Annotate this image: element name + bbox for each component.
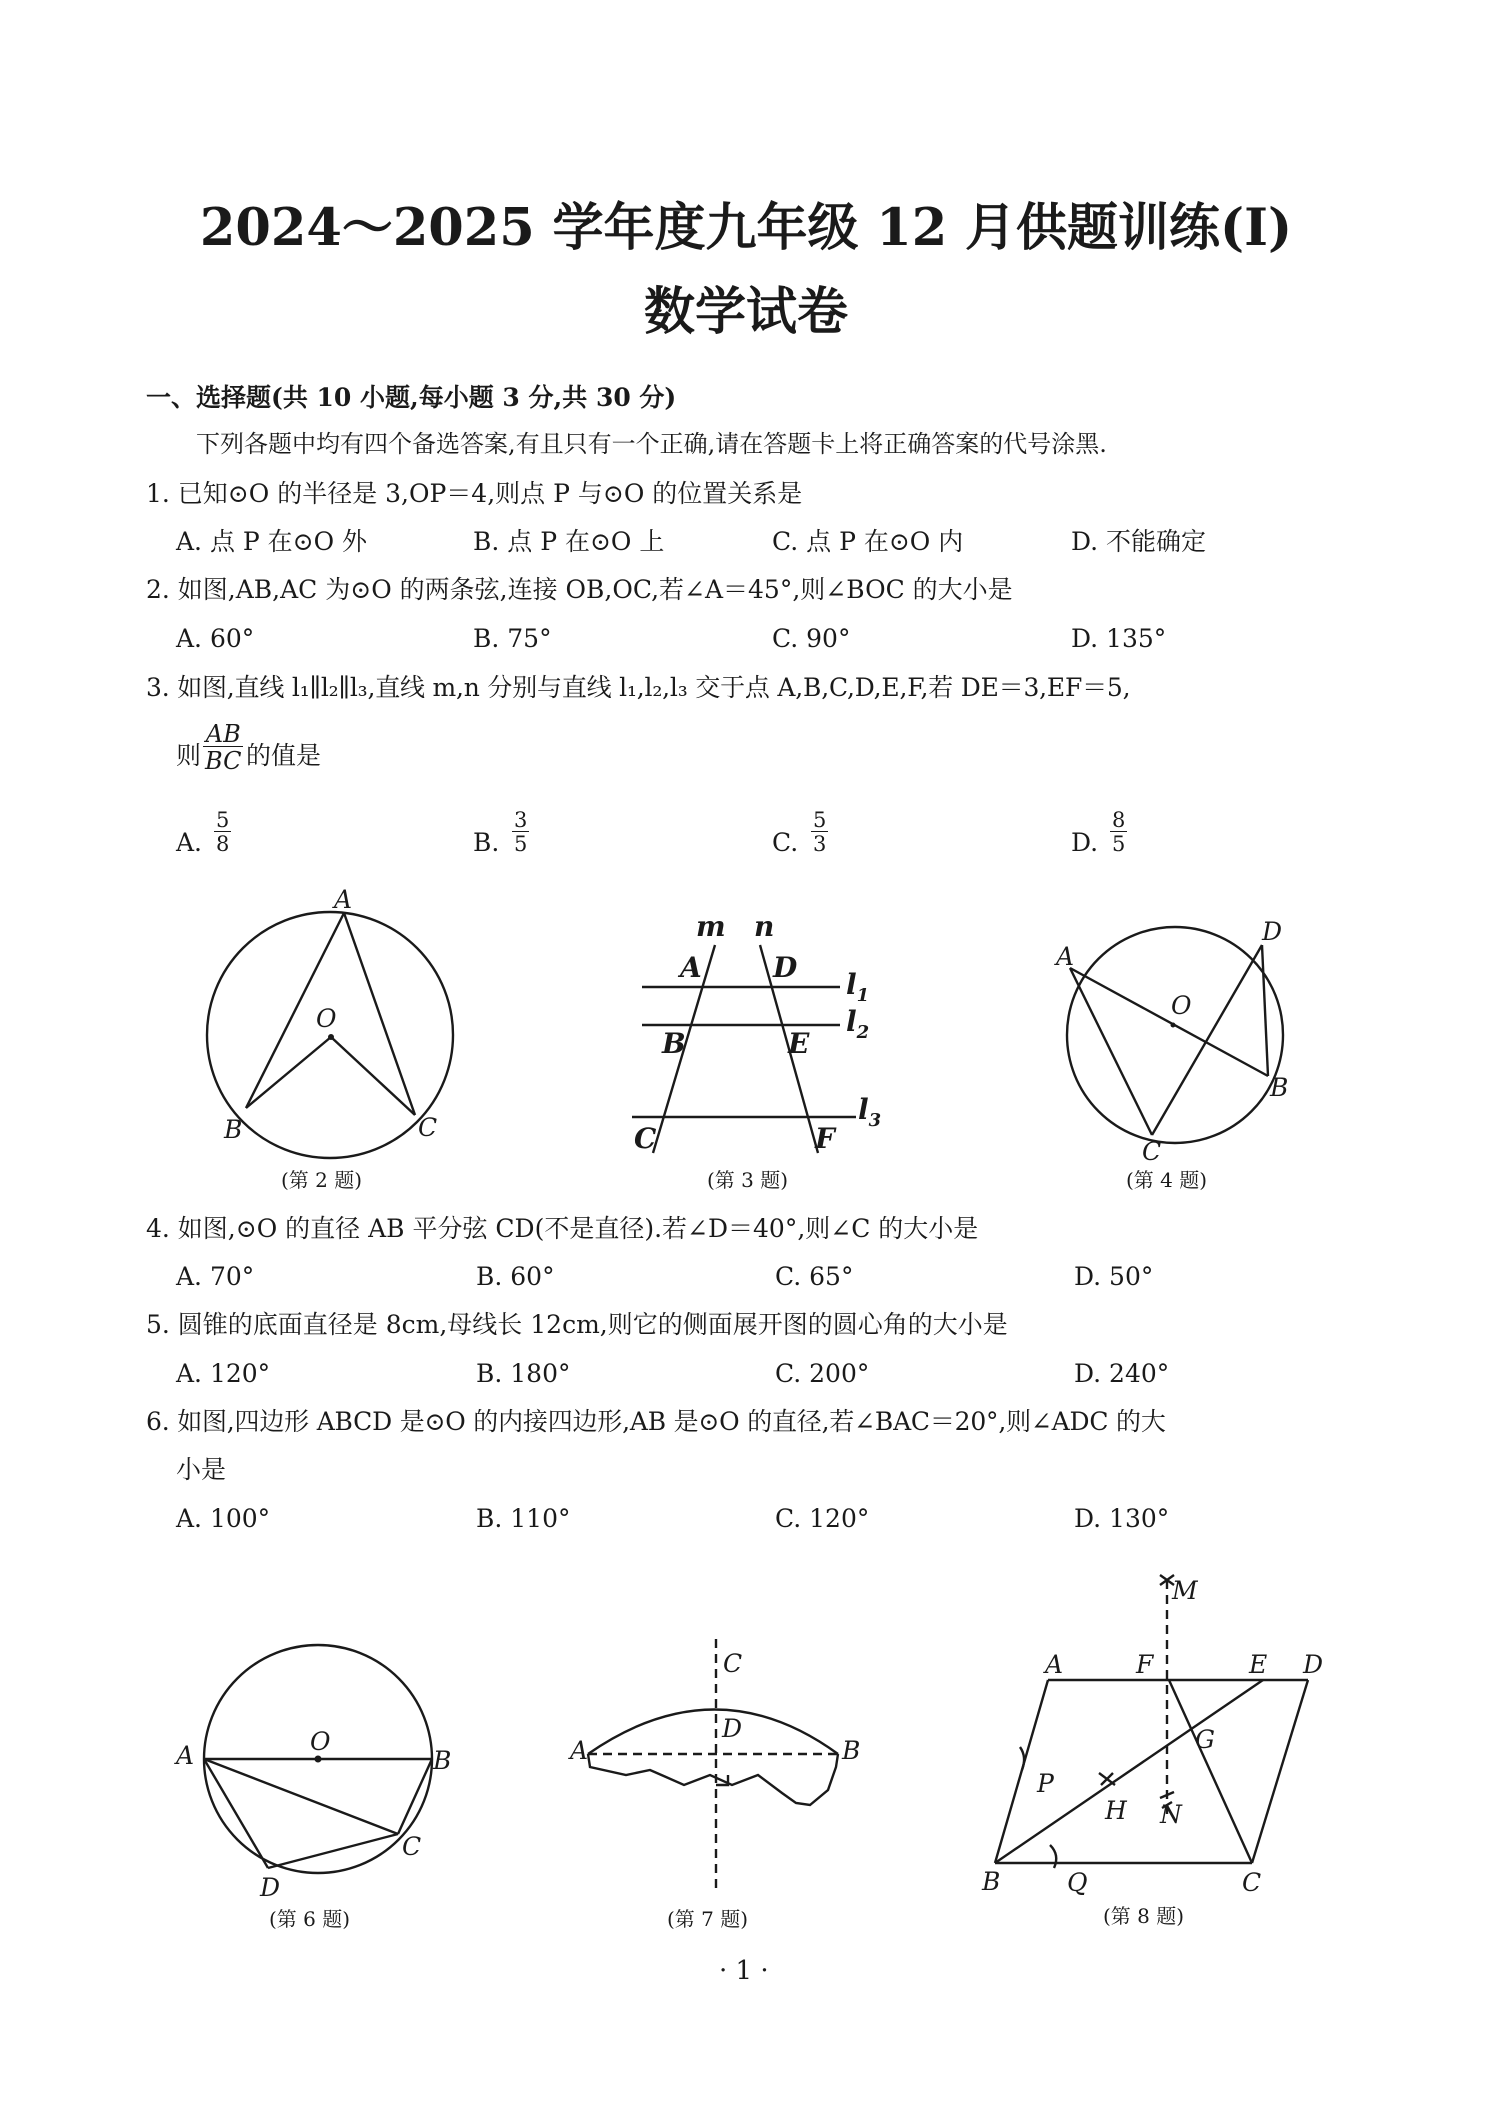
q1-option-c: C. 点 P 在⊙O 内 [772, 527, 964, 556]
q3-option-b-fraction [512, 810, 529, 855]
figure-4 [1040, 917, 1320, 1180]
fraction-denominator: 8 [216, 832, 230, 856]
fig3-label-f: F [815, 1122, 835, 1155]
fig3-label-l3: $l_3$ [858, 1093, 882, 1131]
q5-option-b: B. 180° [476, 1359, 571, 1388]
fig7-label-d: D [722, 1714, 743, 1743]
fraction-numerator: 3 [514, 808, 528, 832]
arc-mark-q [1050, 1845, 1056, 1868]
exam-subtitle: 数学试卷 [643, 282, 848, 342]
q3-ratio-denominator: BC [205, 747, 242, 775]
q1-option-b: B. 点 P 在⊙O 上 [473, 527, 665, 556]
q3-prefix: 则 [176, 741, 202, 770]
q4-option-d: D. 50° [1074, 1262, 1154, 1291]
section-instruction: 下列各题中均有四个备选答案,有且只有一个正确,请在答题卡上将正确答案的代号涂黑. [196, 430, 1107, 458]
q2-option-d: D. 135° [1071, 624, 1167, 653]
fig3-label-a: A [680, 951, 702, 984]
page-number: · 1 · [719, 1956, 769, 1986]
fraction-numerator: 8 [1112, 808, 1126, 832]
q1-option-a: A. 点 P 在⊙O 外 [176, 527, 368, 556]
q2-option-a: A. 60° [176, 624, 255, 653]
fraction-numerator: 5 [813, 808, 827, 832]
q6-option-c: C. 120° [775, 1504, 870, 1533]
figure-8-caption: (第 8 题) [1103, 1904, 1185, 1928]
q3-suffix: 的值是 [246, 741, 322, 770]
q6-option-d: D. 130° [1074, 1504, 1170, 1533]
fig8-label-m: M [1172, 1576, 1198, 1605]
fig4-label-d: D [1262, 917, 1283, 946]
fig2-label-b: B [224, 1115, 243, 1144]
figure-2 [190, 885, 480, 1180]
section-heading: 一、选择题(共 10 小题,每小题 3 分,共 30 分) [146, 383, 677, 412]
fig2-label-a: A [334, 885, 353, 914]
question-2: 2. 如图,AB,AC 为⊙O 的两条弦,连接 OB,OC,若∠A＝45°,则∠BOC 的大小是 [146, 575, 1013, 604]
figure-6 [170, 1635, 470, 1905]
q3-option-c-fraction [811, 810, 828, 855]
fraction-numerator: 5 [216, 808, 230, 832]
figure-6-caption: (第 6 题) [269, 1907, 351, 1931]
fig3-label-m: m [696, 910, 726, 943]
q3-option-d-fraction [1110, 810, 1127, 855]
fig3-label-l2: $l_2$ [846, 1005, 870, 1043]
question-5: 5. 圆锥的底面直径是 8cm,母线长 12cm,则它的侧面展开图的圆心角的大小是 [146, 1310, 1008, 1339]
fraction-denominator: 5 [514, 832, 528, 856]
q3-option-b-label: B. [473, 828, 500, 857]
q3-option-a-label: A. [176, 828, 203, 857]
fig8-label-b: B [982, 1867, 1001, 1896]
figure-3-caption: (第 3 题) [707, 1168, 789, 1192]
fig4-label-c: C [1142, 1137, 1162, 1166]
fig8-label-p: P [1037, 1769, 1054, 1798]
fig6-label-b: B [433, 1746, 452, 1775]
fig3-label-b: B [662, 1027, 686, 1060]
fig3-label-l1: $l_1$ [846, 968, 870, 1006]
fig3-label-e: E [788, 1027, 810, 1060]
fig8-label-h: H [1105, 1796, 1127, 1825]
fig4-label-o: O [1171, 991, 1192, 1020]
q6-option-a: A. 100° [176, 1504, 271, 1533]
q4-option-c: C. 65° [775, 1262, 854, 1291]
q3-ratio-numerator: AB [205, 720, 241, 748]
question-3: 3. 如图,直线 l₁∥l₂∥l₃,直线 m,n 分别与直线 l₁,l₂,l₃ 交于点 A,B,C,D,E,F,若 DE＝3,EF＝5, [146, 673, 1131, 702]
fig2-label-c: C [418, 1113, 438, 1142]
fig7-label-c: C [723, 1649, 743, 1678]
fig4-label-a: A [1056, 942, 1075, 971]
fig7-label-a: A [570, 1736, 589, 1765]
fraction-denominator: 3 [813, 832, 827, 856]
figure-7 [570, 1635, 890, 1905]
question-4: 4. 如图,⊙O 的直径 AB 平分弦 CD(不是直径).若∠D＝40°,则∠C 的大小是 [146, 1214, 979, 1243]
q2-option-b: B. 75° [473, 624, 552, 653]
fig8-label-c: C [1242, 1868, 1262, 1897]
fig6-label-c: C [402, 1832, 422, 1861]
fig7-label-b: B [842, 1736, 861, 1765]
q4-option-b: B. 60° [476, 1262, 555, 1291]
center-point [328, 1034, 334, 1040]
q3-option-d-label: D. [1071, 828, 1099, 857]
fig2-label-o: O [316, 1004, 337, 1033]
fraction-denominator: 5 [1112, 832, 1126, 856]
figure-8 [960, 1560, 1360, 1900]
q3-option-c-label: C. [772, 828, 799, 857]
fig8-label-n: N [1160, 1800, 1182, 1829]
q1-option-d: D. 不能确定 [1071, 527, 1207, 556]
q6-option-b: B. 110° [476, 1504, 571, 1533]
fig8-label-e: E [1249, 1650, 1268, 1679]
circle-o [1067, 927, 1283, 1143]
q5-option-d: D. 240° [1074, 1359, 1170, 1388]
exam-title: 2024～2025 学年度九年级 12 月供题训练(Ⅰ) [199, 198, 1293, 258]
arc-mark-h [1099, 1773, 1115, 1785]
q3-option-a-fraction [214, 810, 231, 855]
q5-option-a: A. 120° [176, 1359, 271, 1388]
fig6-label-o: O [310, 1727, 331, 1756]
figure-4-caption: (第 4 题) [1126, 1168, 1208, 1192]
figure-3 [620, 905, 900, 1165]
q4-option-a: A. 70° [176, 1262, 255, 1291]
fig8-label-a: A [1045, 1650, 1064, 1679]
fig3-label-n: n [754, 910, 775, 943]
figure-7-caption: (第 7 题) [667, 1907, 749, 1931]
fig8-label-f: F [1136, 1650, 1154, 1679]
fig6-label-d: D [260, 1873, 281, 1902]
question-6-cont: 小是 [176, 1455, 227, 1484]
fig8-label-q: Q [1067, 1868, 1088, 1897]
figure-2-caption: (第 2 题) [281, 1168, 363, 1192]
q2-option-c: C. 90° [772, 624, 851, 653]
question-1: 1. 已知⊙O 的半径是 3,OP＝4,则点 P 与⊙O 的位置关系是 [146, 479, 803, 508]
fig4-label-b: B [1270, 1073, 1289, 1102]
fig3-label-c: C [634, 1122, 657, 1155]
arc-mark-p [1020, 1747, 1024, 1770]
question-6: 6. 如图,四边形 ABCD 是⊙O 的内接四边形,AB 是⊙O 的直径,若∠BAC＝20°,则∠ADC 的大 [146, 1407, 1166, 1436]
fig3-label-d: D [773, 951, 798, 984]
fig6-label-a: A [176, 1741, 195, 1770]
q3-ratio [203, 722, 243, 773]
q5-option-c: C. 200° [775, 1359, 870, 1388]
fig8-label-g: G [1195, 1725, 1215, 1754]
fig8-label-d: D [1303, 1650, 1324, 1679]
